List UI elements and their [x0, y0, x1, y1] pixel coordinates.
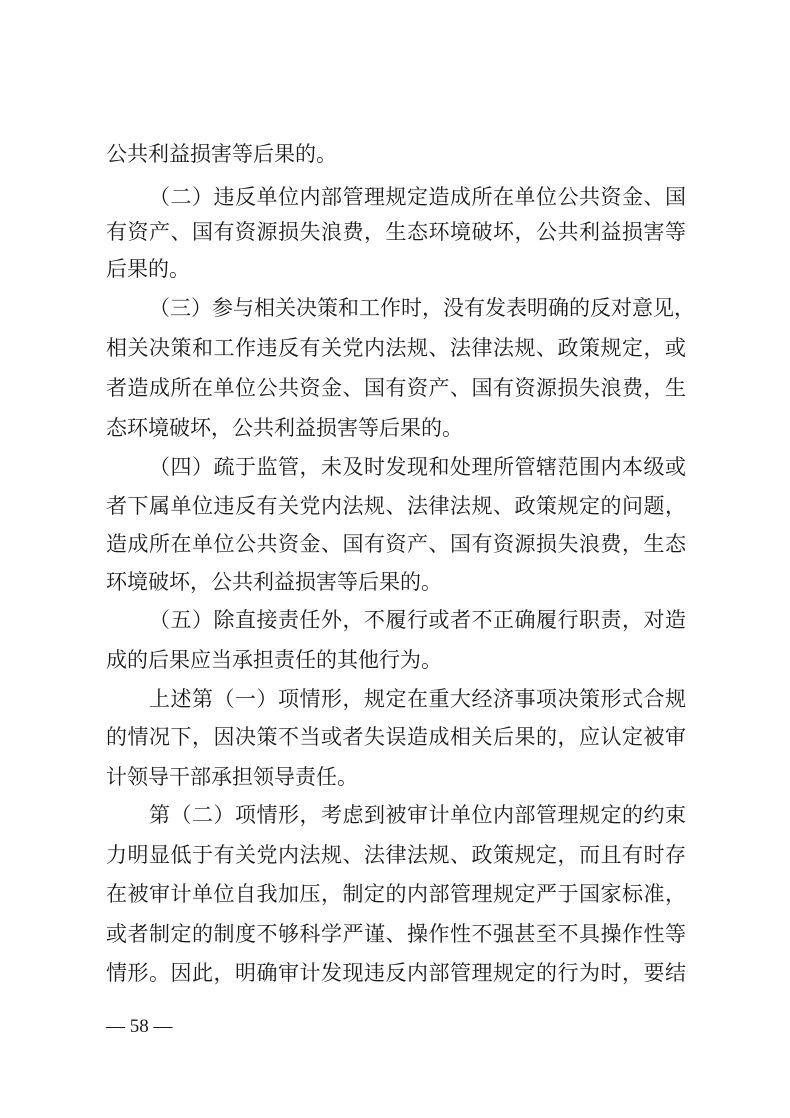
text-line: 相关决策和工作违反有关党内法规、法律法规、政策规定，或 [106, 336, 686, 360]
text-line: （三）参与相关决策和工作时，没有发表明确的反对意见， [149, 296, 695, 320]
text-line: 成的后果应当承担责任的其他行为。 [106, 648, 442, 672]
text-line: 者下属单位违反有关党内法规、法律法规、政策规定的问题， [106, 494, 686, 518]
text-line: （二）违反单位内部管理规定造成所在单位公共资金、国 [149, 185, 686, 209]
text-line: 的情况下，因决策不当或者失误造成相关后果的，应认定被审 [106, 725, 686, 749]
text-line: 或者制定的制度不够科学严谨、操作性不强甚至不具操作性等 [106, 922, 686, 946]
text-line: 有资产、国有资源损失浪费，生态环境破坏，公共利益损害等 [106, 220, 686, 244]
text-line: 后果的。 [106, 257, 190, 281]
text-line: 计领导干部承担领导责任。 [106, 765, 358, 789]
text-line: 者造成所在单位公共资金、国有资产、国有资源损失浪费，生 [106, 376, 686, 400]
text-line: 第（二）项情形，考虑到被审计单位内部管理规定的约束 [149, 803, 686, 827]
text-line: 上述第（一）项情形，规定在重大经济事项决策形式合规 [149, 687, 686, 711]
text-line: 造成所在单位公共资金、国有资产、国有资源损失浪费，生态 [106, 532, 686, 556]
text-line: 环境破坏，公共利益损害等后果的。 [106, 570, 442, 594]
text-line: 态环境破坏，公共利益损害等后果的。 [106, 416, 463, 440]
text-line: （五）除直接责任外，不履行或者不正确履行职责，对造 [149, 608, 686, 632]
page-number: — 58 — [106, 1016, 173, 1037]
text-line: 公共利益损害等后果的。 [106, 142, 337, 166]
text-line: 情形。因此，明确审计发现违反内部管理规定的行为时，要结 [106, 961, 686, 985]
text-line: （四）疏于监管，未及时发现和处理所管辖范围内本级或 [149, 455, 686, 479]
text-line: 在被审计单位自我加压，制定的内部管理规定严于国家标准， [106, 882, 686, 906]
text-line: 力明显低于有关党内法规、法律法规、政策规定，而且有时存 [106, 843, 686, 867]
